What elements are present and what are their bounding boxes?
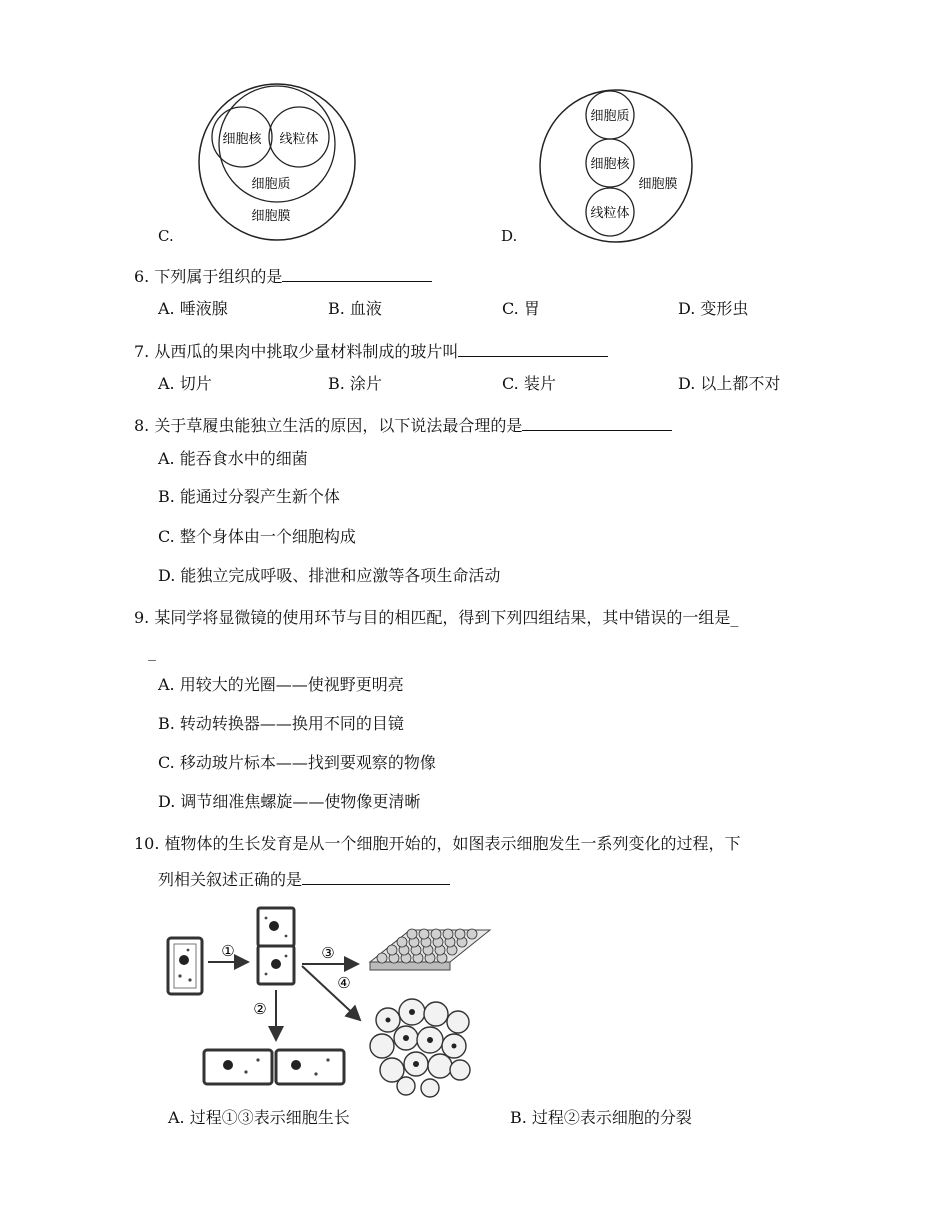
q9-option-a: A. 用较大的光圈——使视野更明亮: [158, 675, 404, 694]
q7-option-d: D. 以上都不对: [678, 374, 781, 393]
q10-option-b: B. 过程②表示细胞的分裂: [510, 1108, 692, 1127]
q9-option-b: B. 转动转换器——换用不同的目镜: [158, 714, 404, 733]
d-membrane-label: 细胞膜: [638, 177, 678, 192]
diagram-c: [185, 82, 370, 242]
q6-option-c: C. 胃: [502, 299, 540, 318]
question-7-stem: [134, 340, 608, 362]
answer-blank[interactable]: [458, 340, 608, 357]
q8-option-b: B. 能通过分裂产生新个体: [158, 487, 340, 506]
d-nucleus-label: 细胞核: [590, 157, 630, 172]
tissue-sheet: [370, 929, 490, 970]
question-10-stem-line1: 10. 植物体的生长发育是从一个细胞开始的，如图表示细胞发生一系列变化的过程，下: [134, 834, 741, 853]
c-cytoplasm-label: 细胞质: [251, 177, 291, 192]
question-9-blank-tail[interactable]: _: [730, 608, 739, 627]
diagram-d: [528, 88, 708, 248]
process-4-label: ④: [337, 974, 351, 992]
q8-option-d: D. 能独立完成呼吸、排泄和应激等各项生命活动: [158, 566, 501, 585]
c-nucleus-label: 细胞核: [222, 132, 262, 147]
divided-cells: [258, 908, 294, 984]
process-2-label: ②: [253, 1000, 267, 1018]
q6-option-d: D. 变形虫: [678, 299, 749, 318]
single-cell: [168, 938, 202, 994]
process-1-label: ①: [221, 942, 235, 960]
d-cytoplasm-label: 细胞质: [590, 109, 630, 124]
question-10-text: 列相关叙述正确的是: [158, 870, 303, 889]
q6-option-b: B. 血液: [328, 299, 382, 318]
question-9-text: 9. 某同学将显微镜的使用环节与目的相匹配，得到下列四组结果，其中错误的一组是: [134, 608, 731, 627]
question-9-blank-wrap[interactable]: _: [148, 642, 156, 661]
option-c-label: C.: [158, 227, 174, 245]
q7-option-a: A. 切片: [158, 374, 212, 393]
elongated-cells: [204, 1050, 344, 1084]
q8-option-c: C. 整个身体由一个细胞构成: [158, 527, 356, 546]
question-7-text: 7. 从西瓜的果肉中挑取少量材料制成的玻片叫: [134, 342, 459, 361]
c-membrane-label: 细胞膜: [251, 209, 291, 224]
q9-option-c: C. 移动玻片标本——找到要观察的物像: [158, 753, 436, 772]
cell-process-figure: [160, 900, 510, 1098]
q8-option-a: A. 能吞食水中的细菌: [158, 449, 308, 468]
question-6-stem: [134, 265, 432, 287]
process-3-label: ③: [321, 944, 335, 962]
question-8-text: 8. 关于草履虫能独立生活的原因，以下说法最合理的是: [134, 416, 523, 435]
q6-option-a: A. 唾液腺: [158, 299, 228, 318]
question-9-stem: [134, 608, 738, 628]
question-6-text: 6. 下列属于组织的是: [134, 267, 283, 286]
answer-blank[interactable]: [522, 414, 672, 431]
answer-blank[interactable]: [282, 265, 432, 282]
answer-blank[interactable]: [302, 868, 450, 885]
q9-option-d: D. 调节细准焦螺旋——使物像更清晰: [158, 792, 421, 811]
q7-option-b: B. 涂片: [328, 374, 382, 393]
c-mitochondria-label: 线粒体: [279, 132, 319, 147]
d-mitochondria-label: 线粒体: [590, 206, 630, 221]
q10-option-a: A. 过程①③表示细胞生长: [168, 1108, 350, 1127]
option-d-label: D.: [501, 227, 518, 245]
q7-option-c: C. 装片: [502, 374, 556, 393]
question-8-stem: [134, 414, 672, 436]
question-10-stem-line2: [158, 868, 450, 890]
